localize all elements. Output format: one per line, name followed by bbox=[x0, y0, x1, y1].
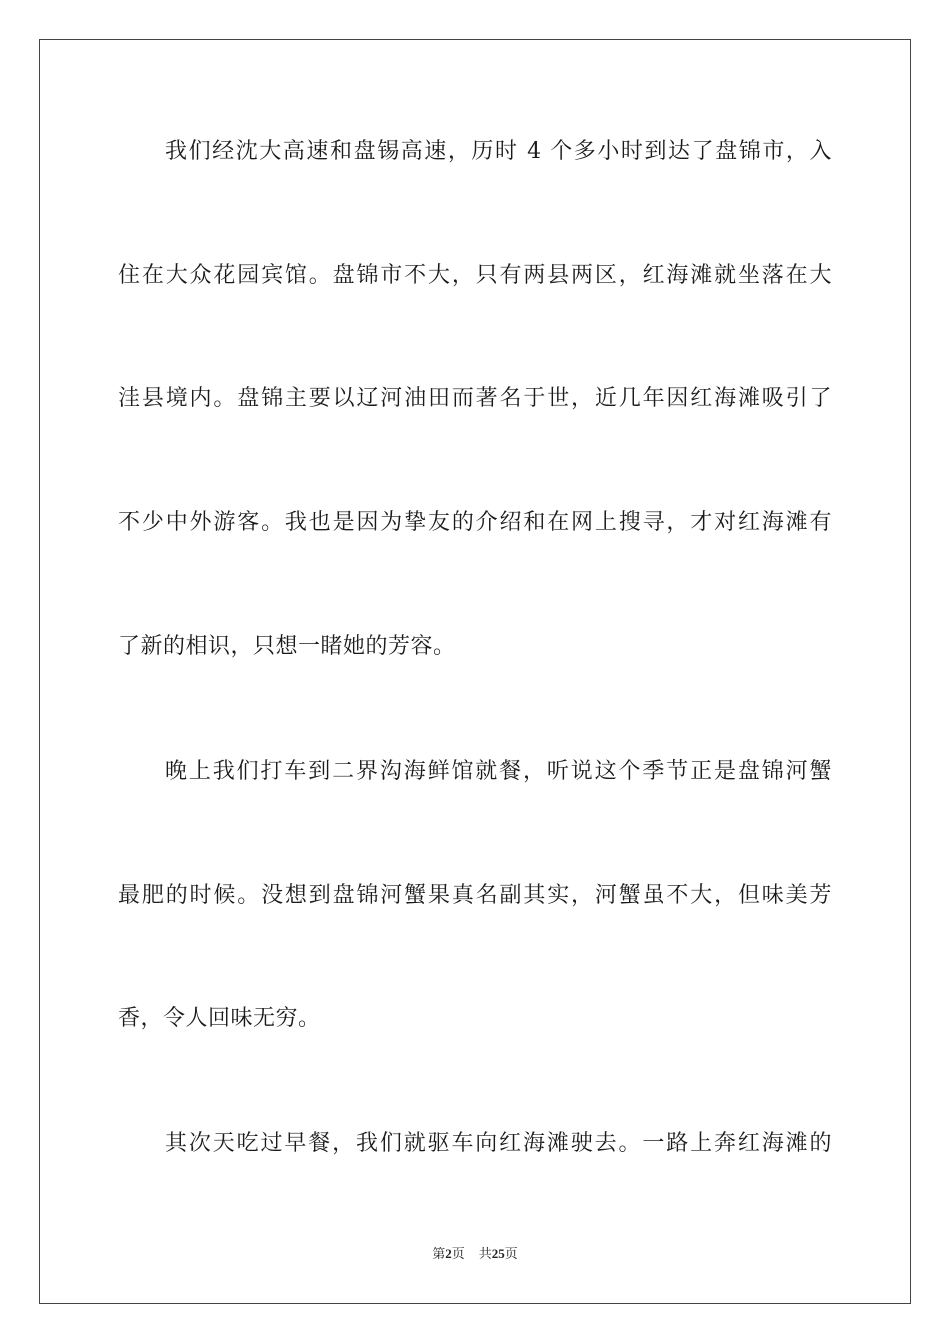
paragraph-2-line-2: 最肥的时候。没想到盘锦河蟹果真名副其实，河蟹虽不大，但味美芳 bbox=[118, 883, 832, 908]
paragraph-2-line-3: 香，令人回味无穷。 bbox=[118, 1006, 321, 1031]
page-prefix: 第 bbox=[432, 1247, 446, 1262]
paragraph-1-line-1: 我们经沈大高速和盘锡高速，历时 4 个多小时到达了盘锦市，入 bbox=[165, 139, 832, 164]
page-suffix: 页 bbox=[451, 1247, 465, 1262]
paragraph-1-line-5: 了新的相识，只想一睹她的芳容。 bbox=[118, 634, 456, 659]
paragraph-1-line-3: 洼县境内。盘锦主要以辽河油田而著名于世，近几年因红海滩吸引了 bbox=[118, 386, 832, 411]
page-border bbox=[39, 39, 911, 1304]
total-prefix: 共 bbox=[478, 1247, 492, 1262]
paragraph-2-line-1: 晚上我们打车到二界沟海鲜馆就餐，听说这个季节正是盘锦河蟹 bbox=[165, 759, 832, 784]
total-suffix: 页 bbox=[504, 1247, 518, 1262]
page-number: 2 bbox=[445, 1246, 452, 1261]
total-pages: 25 bbox=[491, 1246, 505, 1261]
page-footer bbox=[0, 1243, 950, 1262]
paragraph-3-line-1: 其次天吃过早餐，我们就驱车向红海滩驶去。一路上奔红海滩的 bbox=[165, 1131, 832, 1156]
paragraph-1-line-2: 住在大众花园宾馆。盘锦市不大，只有两县两区，红海滩就坐落在大 bbox=[118, 263, 832, 288]
paragraph-1-line-4: 不少中外游客。我也是因为挚友的介绍和在网上搜寻，才对红海滩有 bbox=[118, 510, 832, 535]
